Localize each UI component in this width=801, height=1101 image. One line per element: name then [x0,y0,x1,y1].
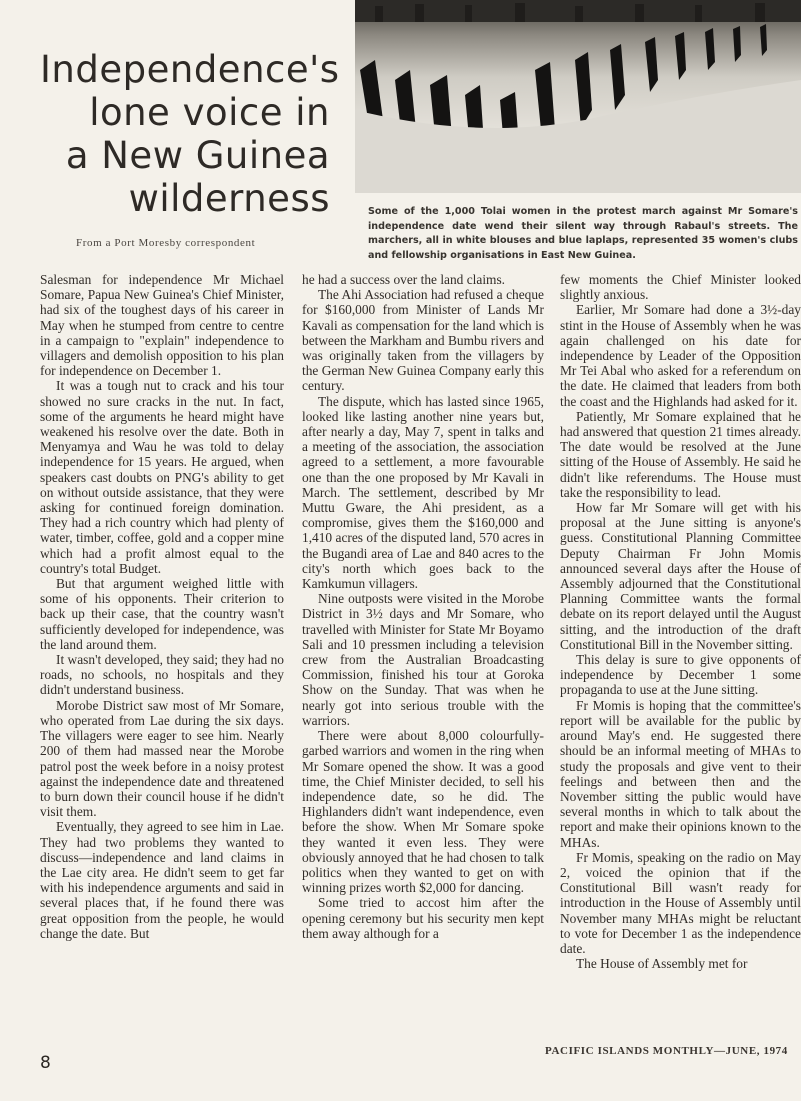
paragraph: he had a success over the land claims. [302,272,506,287]
headline [40,48,340,220]
headline-line-2: lone voice in [89,91,330,134]
paragraph: It wasn't developed, they said; they had no roads, no schools, no hospitals and they didn't understand business. [40,652,284,698]
paragraph: It was a tough nut to crack and his tour showed no sure cracks in the nut. In fact, some of the arguments he heard might have weakened his resolve over the date. Both in Menyamya and Wau he was told to delay independence for 15 years. He argued, when speakers cast doubts on PNG's ability to get on without outside assistance, that they were asking for continued foreign domination. They had a rich country which had plenty of water, timber, coffee, gold and a copper mine which had a profit almost equal to the country's total Budget. [40,378,284,576]
paragraph: Some tried to accost him after the opening ceremony but his security men kept them away although for a [302,895,544,941]
photo-caption: Some of the 1,000 Tolai women in the protest march against Mr Somare's independence date wend their silent way through Rabaul's streets. The marchers, all in white blouses and blue laplaps, represented 35 women's clubs and fellowship organisations in East New Guinea. [368,206,798,261]
paragraph: How far Mr Somare will get with his proposal at the June sitting is anyone's guess. Constitutional Planning Committee Deputy Chairman Fr John Momis announced several days after the House of Assembly adjourned that the Constitutional Planning Committee wants the formal debate on its report delayed until the August sitting, and the introduction of the draft Constitutional Bill in the November sitting. [560,500,801,652]
headline-line-1: Independence's [40,48,340,91]
paragraph: Morobe District saw most of Mr Somare, who operated from Lae during the six days. The villagers were eager to see him. Nearly 200 of them had massed near the Morobe patrol post the week before in a noisy protest against the independence date and threatened to burn down their council house if he didn't visit them. [40,697,284,820]
byline: From a Port Moresby correspondent [76,237,256,249]
protest-march-photo [355,0,801,193]
paragraph: Patiently, Mr Somare explained that he had answered that question 21 times already. The date would be resolved at the June sitting of the House of Assembly. He said he didn't like referendums. The House must take the responsibility to lead. [560,408,801,500]
article-column-3 [560,272,801,971]
paragraph: But that argument weighed little with some of his opponents. Their criterion to back up their case, that the country wasn't sufficiently developed for independence, was the land around them. [40,576,284,652]
article-column-2 [302,272,544,941]
paragraph: few moments the Chief Minister looked slightly anxious. [560,272,801,303]
paragraph: The dispute, which has lasted since 1965, looked like lasting another nine years but, after nearly a day, May 7, spent in talks and a meeting of the association, the association agreed to a settlement, a more favourable one than the one proposed by Mr Kavali in March. The settlement, described by Mr Muttu Gware, the Ahi president, as a compromise, gives them the $160,000 and 1,410 acres of the disputed land, 570 acres in the Bugandi area of Lae and 840 acres to the city's north which goes back to the Kamkumun villagers. [302,393,544,592]
article-column-1 [40,272,284,941]
paragraph: Fr Momis, speaking on the radio on May 2, voiced the opinion that if the Constitutional Bill wasn't ready for introduction in the House of Assembly until November many MHAs might be reluctant to vote for December 1 as the independence date. [560,849,801,956]
headline-line-3: a New Guinea [65,134,330,177]
paragraph: The Ahi Association had refused a cheque for $160,000 from Minister of Lands Mr Kavali as compensation for the land which is between the Markham and Bumbu rivers and was originally taken from the villagers by the German New Guinea Company early this century. [302,287,544,394]
paragraph: Earlier, Mr Somare had done a 3½-day stint in the House of Assembly when he was again challenged on his date for independence by Leader of the Opposition Mr Tei Abal who asked for a referendum on the date. He claimed that leaders from both the coast and the Highlands had asked for it. [560,302,801,409]
headline-line-4: wilderness [128,177,330,220]
paragraph: This delay is sure to give opponents of independence by December 1 some propaganda to use at the June sitting. [560,652,801,698]
paragraph: Eventually, they agreed to see him in Lae. They had two problems they wanted to discuss—independence and land claims in the Lae city area. He didn't seem to get far with his independence arguments and said in several places that, if he found there was great opposition from the people, he would change the date. But [40,819,284,941]
paragraph: The House of Assembly met for [576,956,748,972]
publication-footer: PACIFIC ISLANDS MONTHLY—JUNE, 1974 [545,1045,788,1057]
paragraph: Nine outposts were visited in the Morobe District in 3½ days and Mr Somare, who travelled with Minister for State Mr Boyamo Sali and 10 pressmen including a television crew from the Australian Broadcasting Commission, finished his tour at Goroka Show on the Sunday. That was when he nearly got into serious trouble with the warriors. [302,591,544,728]
paragraph: Fr Momis is hoping that the committee's report will be available for the public by around May's end. He suggested there should be an informal meeting of MHAs to study the proposals and give vent to their feelings and between then and the November sitting the public would have several months in which to talk about the report and make their opinions known to the MHAs. [560,697,801,850]
paragraph: Salesman for independence Mr Michael Somare, Papua New Guinea's Chief Minister, had six of the toughest days of his career in May when he stumped from centre to centre in a campaign to "explain" independence to villagers and demolish opposition to his plan for independence on December 1. [40,272,284,379]
paragraph: There were about 8,000 colourfully-garbed warriors and women in the ring when Mr Somare opened the show. It was a good time, the Chief Minister decided, to sell his independence date, so he did. The Highlanders didn't want independence, even before the show. When Mr Somare spoke they wanted it even less. They were obviously annoyed that he had chosen to talk politics when they wanted to get on with winning prizes worth $2,000 for dancing. [302,728,544,896]
page-number: 8 [40,1053,51,1073]
marchers-illustration [355,0,801,193]
